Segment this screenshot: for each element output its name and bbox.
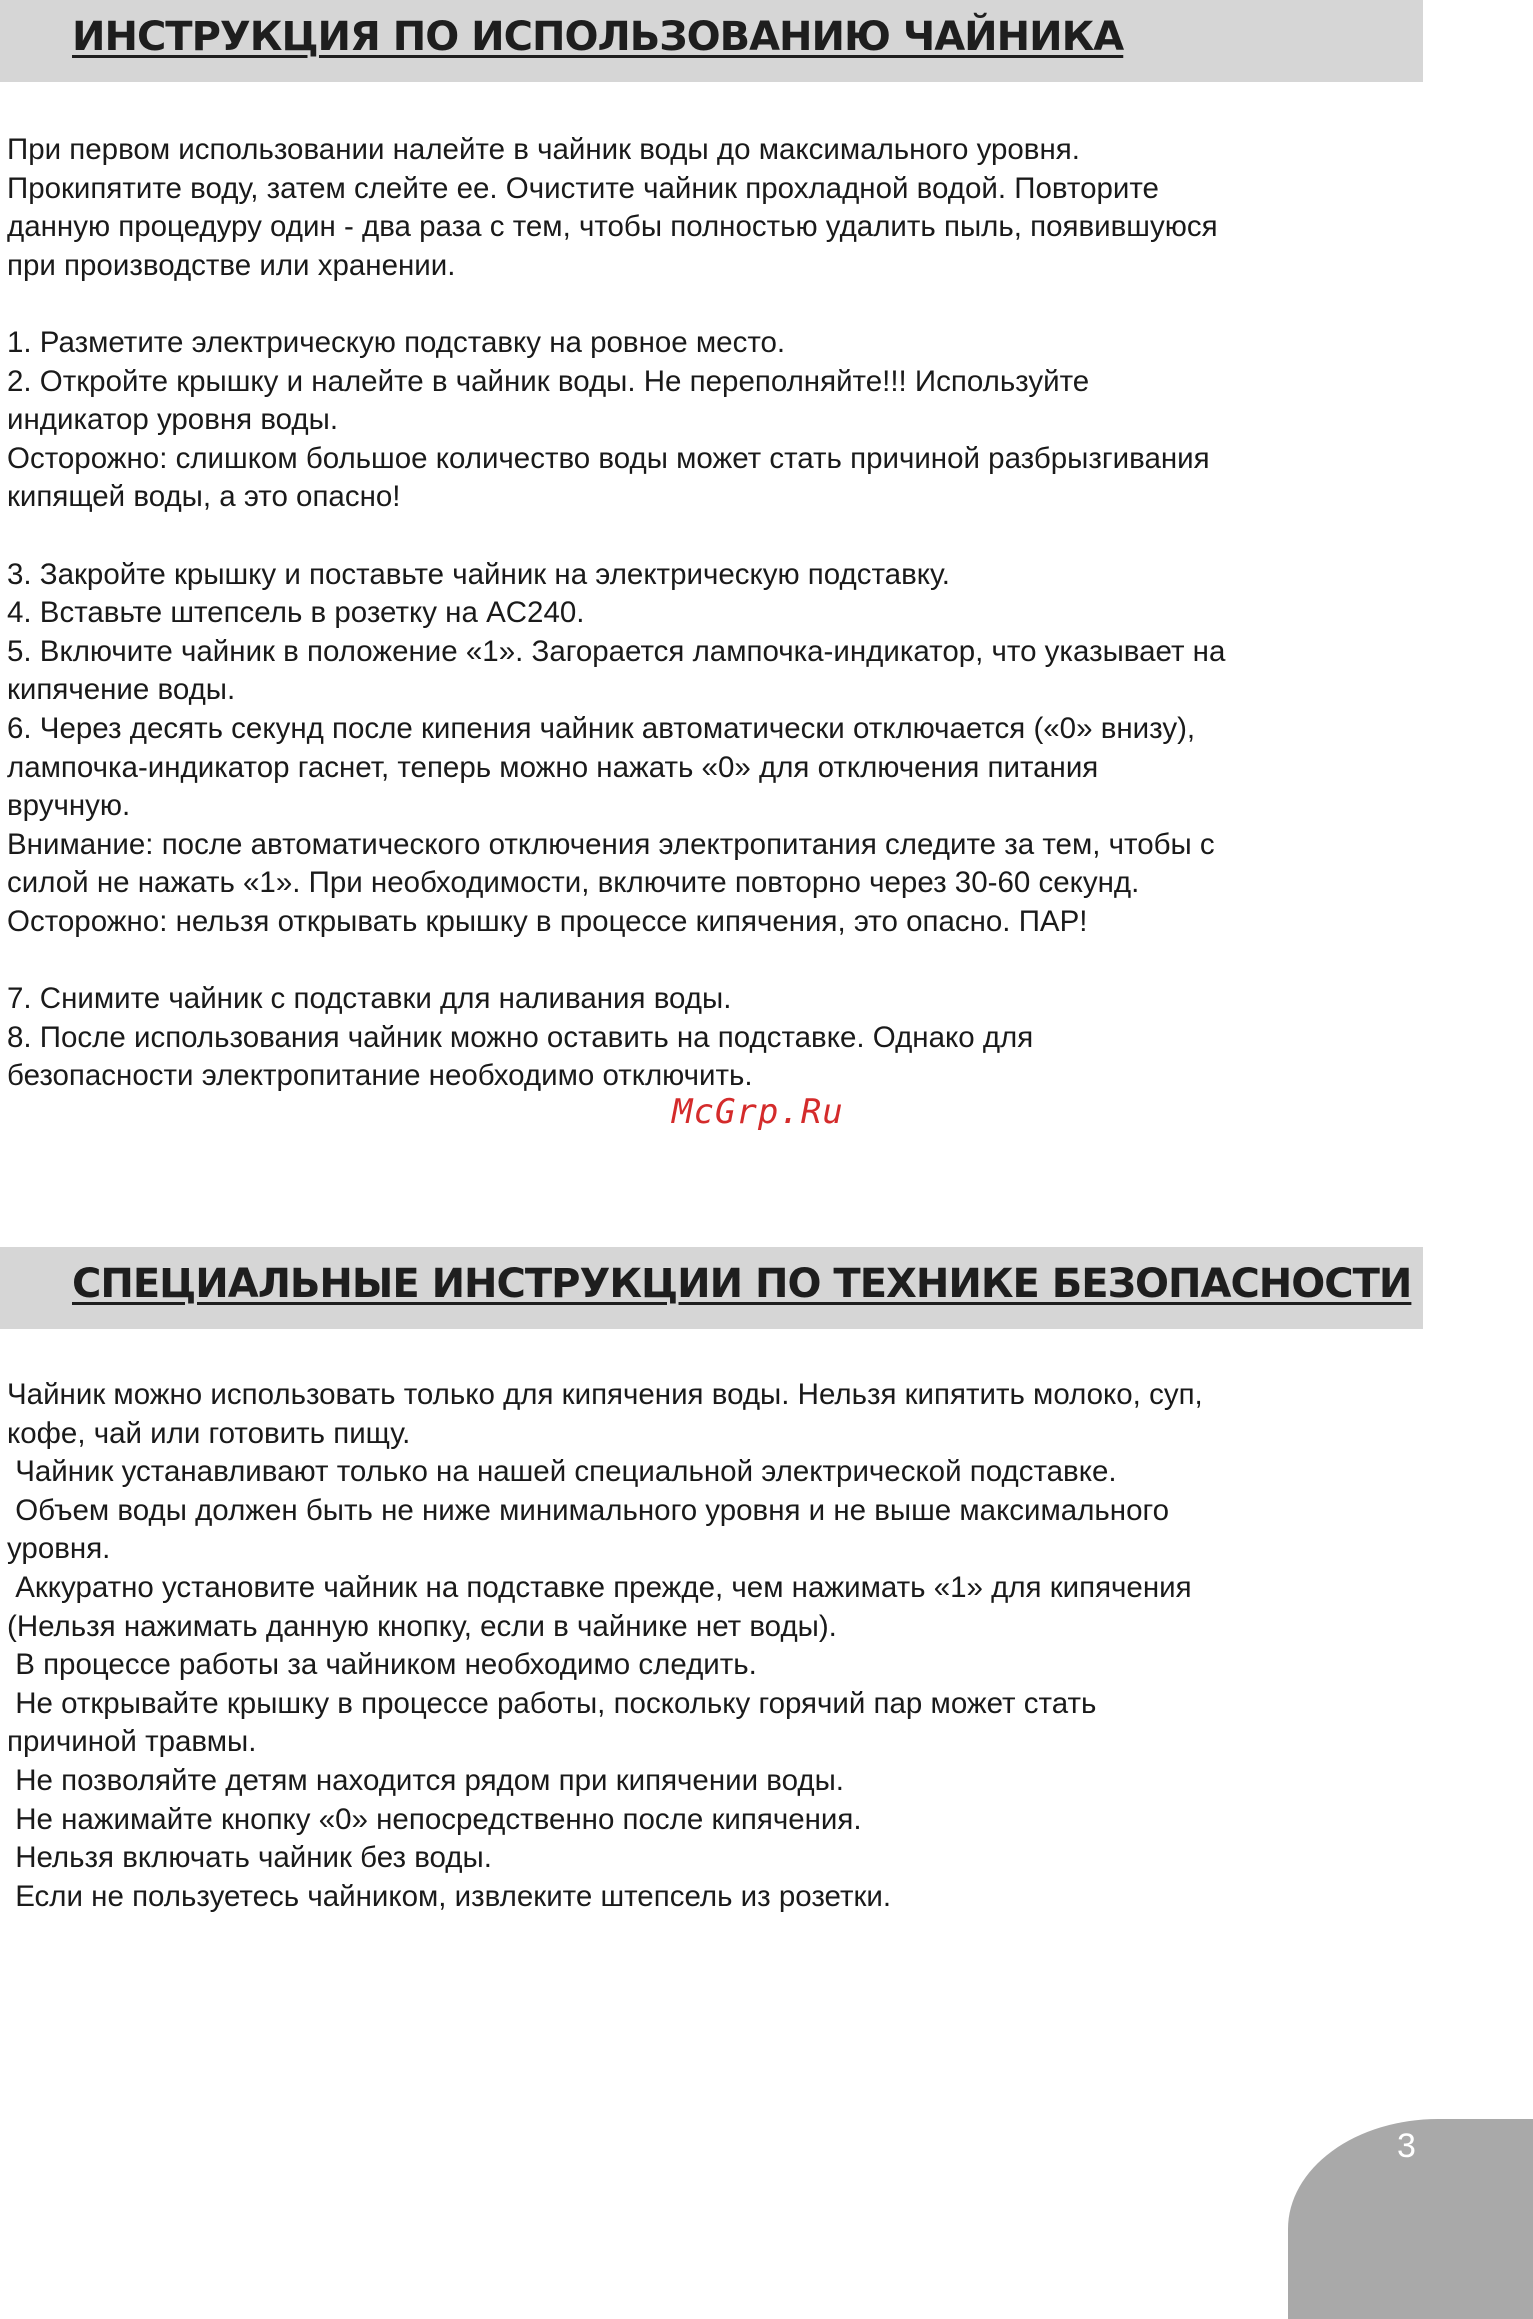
steps-3-6-paragraph: 3. Закройте крышку и поставьте чайник на электрическую подставку. 4. Вставьте штепсель в розетку на AC240. 5. Включите чайник в положение «1». Загорается лампочка-индикатор, что указывает на кипячение воды. 6. Через десять секунд после кипения чайник автоматически отключается («0» внизу), лампочка-индикатор гаснет, теперь можно нажать «0» для отключения питания вручную. Внимание: после автоматического отключения электропитания следите за тем, чтобы с силой не нажать «1». При необходимости, включите повторно через 30-60 секунд. Осторожно: нельзя открывать крышку в процессе кипячения, это опасно. ПАР! bbox=[7, 557, 1226, 938]
steps-7-8-paragraph: 7. Снимите чайник с подставки для наливания воды. 8. После использования чайник можно оставить на подставке. Однако для безопасности электропитание необходимо отключить. bbox=[7, 982, 1034, 1093]
steps-1-2-paragraph: 1. Разметите электрическую подставку на ровное место. 2. Откройте крышку и налейте в чайник воды. Не переполняйте!!! Используйте индикатор уровня воды. Осторожно: слишком большое количество воды может стать причиной разбрызгивания кипящей воды, а это опасно! bbox=[7, 325, 1210, 514]
intro-paragraph: При первом использовании налейте в чайник воды до максимального уровня. Прокипятите воду, затем слейте ее. Очистите чайник прохладной водой. Повторите данную процедуру один - два раза с тем, чтобы полностью удалить пыль, появившуюся при производстве или хранении. bbox=[7, 133, 1218, 282]
section-header-bar bbox=[0, 0, 1423, 82]
safety-paragraph: Чайник можно использовать только для кипячения воды. Нельзя кипятить молоко, суп, кофе, чай или готовить пищу. Чайник устанавливают только на нашей специальной электрической подставке. Объем воды должен быть не ниже минимального уровня и не выше максимального уровня. Аккуратно установите чайник на подставке прежде, чем нажимать «1» для кипячения (Нельзя нажимать данную кнопку, если в чайнике нет воды). В процессе работы за чайником необходимо следить. Не открывайте крышку в процессе работы, поскольку горячий пар может стать причиной травмы. Не позволяйте детям находится рядом при кипячении воды. Не нажимайте кнопку «0» непосредственно после кипячения. Нельзя включать чайник без воды. Если не пользуетесь чайником, извлеките штепсель из розетки. bbox=[7, 1378, 1203, 1913]
section-header-bar bbox=[0, 1247, 1423, 1329]
safety-body bbox=[7, 1376, 1447, 1916]
instructions-body bbox=[7, 131, 1447, 1096]
section-title: ИНСТРУКЦИЯ ПО ИСПОЛЬЗОВАНИЮ ЧАЙНИКА bbox=[72, 14, 1124, 60]
watermark: McGrp.Ru bbox=[672, 1092, 844, 1132]
page-number: 3 bbox=[1397, 2127, 1416, 2165]
section-title: СПЕЦИАЛЬНЫЕ ИНСТРУКЦИИ ПО ТЕХНИКЕ БЕЗОПАСНОСТИ bbox=[72, 1261, 1412, 1307]
